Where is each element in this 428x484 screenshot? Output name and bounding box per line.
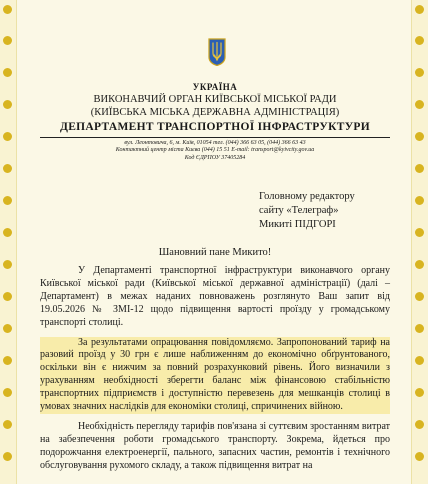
salutation: Шановний пане Микито!	[158, 247, 272, 258]
ribbon-dot	[3, 36, 12, 45]
ribbon-dot	[415, 196, 424, 205]
addressee-outlet: сайту «Телеграф»	[259, 205, 339, 216]
ribbon-dot	[415, 228, 424, 237]
ribbon-dot	[415, 132, 424, 141]
right-decorative-ribbon	[411, 0, 428, 484]
body-paragraph-highlighted: За результатами опрацювання повідомляємо. Запропонований тариф на разовий проїзд у 30 грн є лише наближенням до економічно обґрунтованого, оскільки він є нижчим за повний розрахунковий рівень. Його визначили з урахуванням необхідності зберегти баланс між фінансовою стабільністю транспортних підприємств і доступністю перевезень для мешканців столиці в умовах значних наслідків для економіки столиці, спричинених війною.	[40, 336, 390, 413]
addressee-position: Головному редактору	[259, 191, 355, 202]
header-organization: ВИКОНАВЧИЙ ОРГАН КИЇВСЬКОЇ МІСЬКОЇ РАДИ	[93, 94, 337, 105]
header-country: УКРАЇНА	[192, 82, 238, 92]
ribbon-dot	[3, 292, 12, 301]
ribbon-dot	[3, 260, 12, 269]
contact-center-line: Контактний центр міста Києва (044) 15 51 E-mail: transport@kyivcity.gov.ua	[115, 147, 315, 154]
addressee-block	[259, 190, 355, 232]
ribbon-dot	[415, 68, 424, 77]
ribbon-dot	[415, 100, 424, 109]
ribbon-dot	[415, 292, 424, 301]
body-paragraph: У Департаменті транспортної інфраструктури виконавчого органу Київської міської ради (Київської міської державної адміністрації) (далі – Департамент) в межах наданих повноважень розглянуто Ваш запит від 19.05.2026 № ЗМІ-12 щодо підвищення вартості проїзду у громадському транспорті столиці.	[40, 265, 390, 328]
header-contacts	[40, 140, 390, 162]
left-decorative-ribbon	[0, 0, 17, 484]
ribbon-dot	[415, 452, 424, 461]
addressee-name: Микиті ПІДГОРІ	[259, 219, 336, 230]
ribbon-dot	[415, 324, 424, 333]
ribbon-dot	[3, 164, 12, 173]
ribbon-dot	[3, 132, 12, 141]
contact-address-line: вул. Леонтовича, 6, м. Київ, 01054 тел. (044) 366 63 05, (044) 366 63 43	[124, 140, 306, 146]
ribbon-dot	[3, 5, 12, 14]
ribbon-dot	[415, 5, 424, 14]
contact-code-line: Код ЄДРПОУ 37405284	[184, 154, 246, 161]
ribbon-dot	[3, 228, 12, 237]
ribbon-dot	[415, 420, 424, 429]
ribbon-dot	[415, 356, 424, 365]
letter-body	[40, 265, 390, 480]
ribbon-dot	[3, 324, 12, 333]
ribbon-dot	[415, 260, 424, 269]
header-organization-alt: (КИЇВСЬКА МІСЬКА ДЕРЖАВНА АДМІНІСТРАЦІЯ)	[90, 107, 340, 118]
ribbon-dot	[3, 388, 12, 397]
ribbon-dot	[3, 356, 12, 365]
body-paragraph: Необхідність перегляду тарифів пов'язана зі суттєвим зростанням витрат на забезпечення роботи громадського транспорту. Зокрема, йдеться про подорожчання електроенергії, пального, запасних частин, ремонтів і технічного обслуговування рухомого складу, а також підвищення витрат на	[40, 420, 390, 471]
ribbon-dot	[3, 196, 12, 205]
trident-coat-of-arms-icon	[208, 38, 226, 66]
ribbon-dot	[3, 100, 12, 109]
ribbon-dot	[415, 36, 424, 45]
ribbon-dot	[415, 388, 424, 397]
ribbon-dot	[3, 452, 12, 461]
ribbon-dot	[3, 68, 12, 77]
header-department: ДЕПАРТАМЕНТ ТРАНСПОРТНОЇ ІНФРАСТРУКТУРИ	[59, 121, 370, 133]
ribbon-dot	[415, 164, 424, 173]
ribbon-dot	[3, 420, 12, 429]
header-divider	[40, 137, 390, 138]
